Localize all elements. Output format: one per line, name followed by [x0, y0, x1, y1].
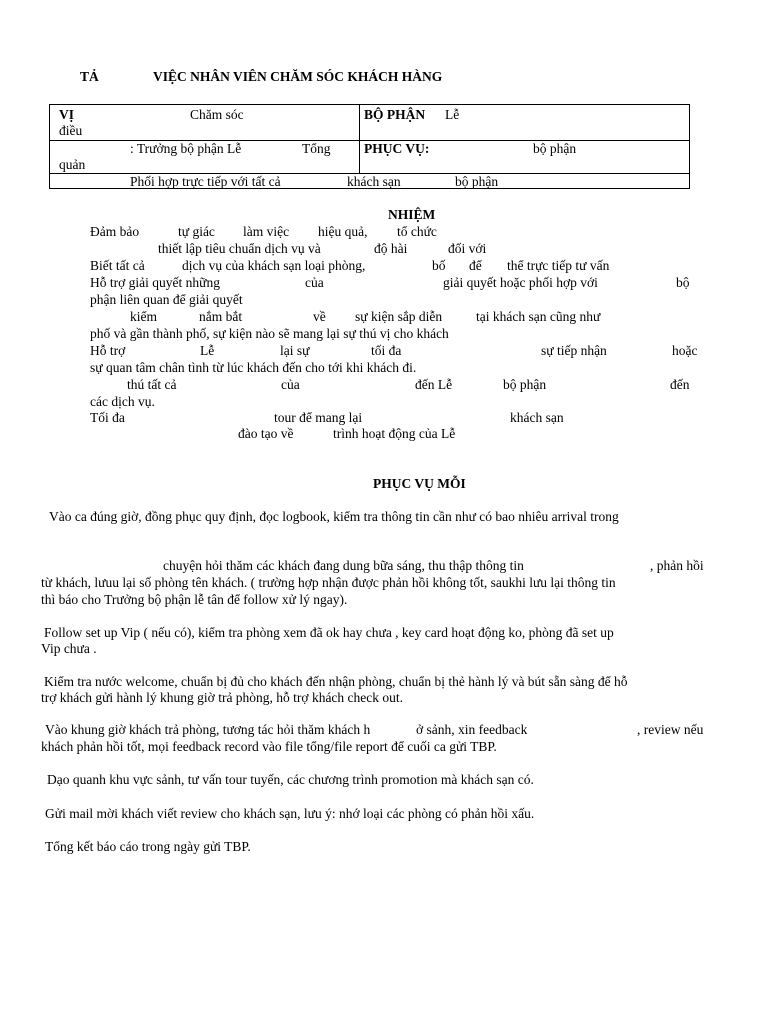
duty-text: đến	[670, 377, 690, 392]
serve-label: PHỤC VỤ:	[364, 141, 430, 156]
task-paragraph: khách phản hồi tốt, mọi feedback record vào file tổng/file report để cuối ca gửi TBP.	[41, 739, 497, 754]
duty-text: bộ	[676, 275, 690, 290]
task-paragraph: thì báo cho Trưởng bộ phận lễ tân để follow xử lý ngay).	[41, 592, 348, 607]
duty-text: đối với	[448, 241, 487, 256]
coordination-text-2: khách sạn	[347, 174, 401, 189]
duty-text: Đảm bảo	[90, 224, 140, 239]
duty-text: đến Lễ	[415, 377, 453, 392]
duty-text: về	[313, 309, 326, 324]
duty-text: tại khách sạn cũng như	[476, 309, 601, 324]
duty-text: độ hài	[374, 241, 408, 256]
duty-text: bố	[432, 258, 446, 273]
task-paragraph: , phản hồi	[650, 558, 704, 573]
task-paragraph: Vào khung giờ khách trả phòng, tương tác hỏi thăm khách h	[45, 722, 371, 737]
duty-text: phố và gần thành phố, sự kiện nào sẽ mang lại sự thú vị cho khách	[90, 326, 449, 341]
coordination-text: Phối hợp trực tiếp với tất cả	[130, 174, 281, 189]
duty-text: để	[469, 258, 482, 273]
position-label: VỊ	[59, 107, 75, 122]
duty-text: thể trực tiếp tư vấn	[507, 258, 610, 273]
task-paragraph: chuyện hỏi thăm các khách đang dung bữa sáng, thu thập thông tin	[163, 558, 524, 573]
duty-text: hiệu quả,	[318, 224, 368, 239]
duty-text: đào tạo về	[238, 426, 294, 441]
task-paragraph: Follow set up Vip ( nếu có), kiểm tra phòng xem đã ok hay chưa , key card hoạt động ko, phòng đã set up	[44, 625, 614, 640]
duty-text: sự tiếp nhận	[541, 343, 607, 358]
duty-text: làm việc	[243, 224, 290, 239]
serve-value: bộ phận	[533, 141, 577, 156]
department-value: Lễ	[445, 107, 460, 122]
section-heading-duties: NHIỆM	[388, 207, 436, 222]
duty-text: các dịch vụ.	[90, 394, 155, 409]
section-heading-daily-tasks: PHỤC VỤ MỖI	[373, 476, 466, 491]
duty-text: Tối đa	[90, 410, 125, 425]
duty-text: giải quyết hoặc phối hợp với	[443, 275, 598, 290]
duty-text: kiểm	[130, 309, 157, 324]
duty-text: của	[305, 275, 324, 290]
task-paragraph: Vào ca đúng giờ, đồng phục quy định, đọc logbook, kiểm tra thông tin cần như có bao nhiêu arrival trong	[49, 509, 619, 524]
duty-text: dịch vụ của khách sạn loại phòng,	[182, 258, 366, 273]
duty-text: sự kiện sắp diễn	[355, 309, 443, 324]
duty-text: phận liên quan để giải quyết	[90, 292, 243, 307]
task-paragraph: trợ khách gửi hành lý khung giờ trả phòng, hỗ trợ khách check out.	[41, 690, 404, 705]
coordination-text-3: bộ phận	[455, 174, 499, 189]
duty-text: Hỗ trợ	[90, 343, 126, 358]
report-to-value: : Trưởng bộ phận Lễ	[130, 141, 242, 156]
duty-text: Lễ	[200, 343, 215, 358]
report-to-value-3: quản	[59, 157, 86, 172]
task-paragraph: Gửi mail mời khách viết review cho khách sạn, lưu ý: nhớ loại các phòng có phản hồi xấu.	[45, 806, 535, 821]
task-paragraph: Kiểm tra nước welcome, chuẩn bị đủ cho khách đến nhận phòng, chuẩn bị thẻ hành lý và bút sẵn sàng để hỗ	[44, 674, 628, 689]
duty-text: trình hoạt động của Lễ	[333, 426, 456, 441]
duty-text: tối đa	[371, 343, 402, 358]
duty-text: tự giác	[178, 224, 215, 239]
report-to-value-2: Tổng	[302, 141, 331, 156]
position-value: Chăm sóc	[190, 107, 244, 122]
department-label: BỘ PHẬN	[364, 107, 426, 122]
duty-text: tổ chức	[397, 224, 437, 239]
table-divider	[359, 105, 360, 173]
position-label-cont: điều	[59, 123, 83, 138]
duty-text: khách sạn	[510, 410, 564, 425]
page-title: VIỆC NHÂN VIÊN CHĂM SÓC KHÁCH HÀNG	[153, 69, 443, 84]
duty-text: của	[281, 377, 300, 392]
duty-text: Biết tất cả	[90, 258, 145, 273]
duty-text: sự quan tâm chân tình từ lúc khách đến cho tới khi khách đi.	[90, 360, 417, 375]
duty-text: hoặc	[672, 343, 698, 358]
task-paragraph: ở sảnh, xin feedback	[416, 722, 528, 737]
title-prefix: TẢ	[80, 69, 99, 84]
duty-text: tour để mang lại	[274, 410, 363, 425]
duty-text: lại sự	[280, 343, 310, 358]
duty-text: thiết lập tiêu chuẩn dịch vụ và	[158, 241, 321, 256]
task-paragraph: Tổng kết báo cáo trong ngày gửi TBP.	[45, 839, 251, 854]
duty-text: Hỗ trợ giải quyết những	[90, 275, 220, 290]
task-paragraph: , review nếu	[637, 722, 704, 737]
task-paragraph: Dạo quanh khu vực sảnh, tư vấn tour tuyến, các chương trình promotion mà khách sạn có.	[47, 772, 534, 787]
duty-text: nắm bắt	[199, 309, 243, 324]
task-paragraph: từ khách, lưuu lại số phòng tên khách. ( trường hợp nhận được phản hồi không tốt, saukhi lưu lại thông tin	[41, 575, 616, 590]
duty-text: bộ phận	[503, 377, 547, 392]
task-paragraph: Vip chưa .	[41, 641, 97, 656]
duty-text: thú tất cả	[127, 377, 177, 392]
